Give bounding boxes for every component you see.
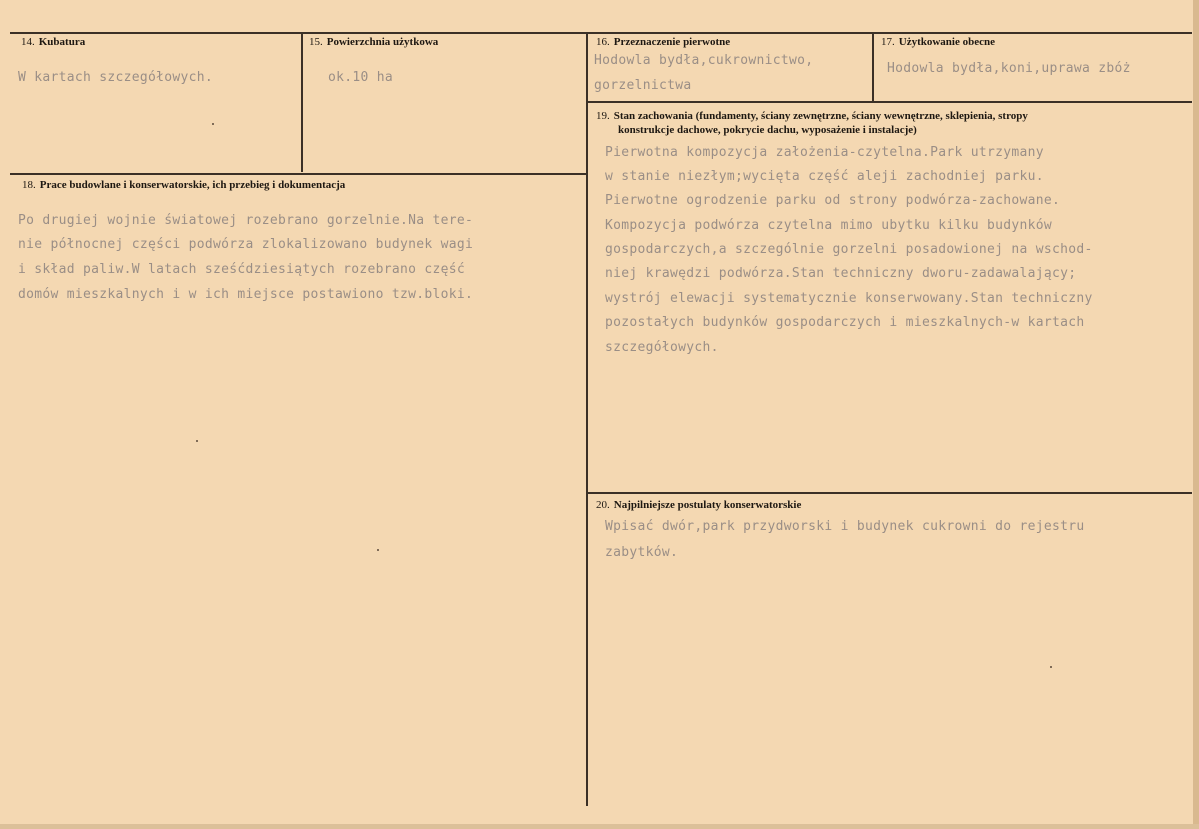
field-16-number: 16. (596, 36, 610, 48)
field-20-label (596, 499, 801, 512)
field-17-number: 17. (881, 36, 895, 48)
top-rule (10, 32, 1192, 34)
divider-14-15 (301, 32, 303, 172)
field-19-number: 19. (596, 110, 610, 122)
field-17-label (881, 36, 995, 49)
paper-speck (196, 440, 198, 442)
field-20-value-line-1: Wpisać dwór,park przydworski i budynek cukrowni do rejestru (605, 519, 1085, 534)
paper-speck (1050, 666, 1052, 668)
field-18-value-line-4: domów mieszkalnych i w ich miejsce postawiono tzw.bloki. (18, 287, 474, 302)
field-20-value-line-2: zabytków. (605, 545, 679, 560)
rule-under-16-17 (586, 101, 1192, 103)
field-14-title: Kubatura (38, 36, 86, 48)
divider-left-right (586, 32, 588, 806)
field-16-label (596, 36, 730, 49)
field-18-label (22, 179, 345, 192)
field-18-value-line-2: nie północnej części podwórza zlokalizowano budynek wagi (18, 237, 474, 252)
field-15-number: 15. (309, 36, 323, 48)
field-14-label (21, 36, 85, 49)
field-18-value-line-1: Po drugiej wojnie światowej rozebrano gorzelnie.Na tere- (18, 213, 474, 228)
paper-speck (377, 549, 379, 551)
field-19-value-line-2: w stanie niezłym;wycięta część aleji zachodniej parku. (605, 169, 1044, 184)
paper-speck (212, 123, 214, 125)
field-18-title: Prace budowlane i konserwatorskie, ich przebieg i dokumentacja (39, 179, 346, 191)
rule-under-19 (586, 492, 1192, 494)
rule-under-14-15 (10, 173, 586, 175)
card-bottom-edge (0, 824, 1199, 829)
field-19-value-line-5: gospodarczych,a szczególnie gorzelni posadowionej na wschod- (605, 242, 1093, 257)
field-19-value-line-8: pozostałych budynków gospodarczych i mieszkalnych-w kartach (605, 315, 1085, 330)
field-20-title: Najpilniejsze postulaty konserwatorskie (613, 499, 802, 511)
field-19-value-line-1: Pierwotna kompozycja założenia-czytelna.Park utrzymany (605, 145, 1044, 160)
divider-16-17 (872, 32, 874, 102)
field-17-title: Użytkowanie obecne (898, 36, 995, 48)
field-14-value: W kartach szczegółowych. (18, 70, 214, 85)
field-16-title: Przeznaczenie pierwotne (613, 36, 731, 48)
field-14-number: 14. (21, 36, 35, 48)
field-19-title-line-1: Stan zachowania (fundamenty, ściany zewnętrzne, ściany wewnętrzne, sklepienia, stropy (613, 110, 1028, 122)
field-15-value: ok.10 ha (328, 70, 394, 85)
field-20-number: 20. (596, 499, 610, 511)
field-19-value-line-7: wystrój elewacji systematycznie konserwowany.Stan techniczny (605, 291, 1093, 306)
field-19-value-line-9: szczegółowych. (605, 340, 719, 355)
field-18-value-line-3: i skład paliw.W latach sześćdziesiątych rozebrano część (18, 262, 465, 277)
field-19-title-line-2: konstrukcje dachowe, pokrycie dachu, wyposażenie i instalacje) (618, 124, 917, 136)
field-19-value-line-3: Pierwotne ogrodzenie parku od strony podwórza-zachowane. (605, 193, 1061, 208)
field-19-value-line-6: niej krawędzi podwórza.Stan techniczny dworu-zadawalający; (605, 266, 1077, 281)
field-18-number: 18. (22, 179, 36, 191)
field-16-value-line-2: gorzelnictwa (594, 78, 692, 93)
field-15-label (309, 36, 438, 49)
field-16-value-line-1: Hodowla bydła,cukrownictwo, (594, 53, 814, 68)
card-right-edge (1193, 0, 1199, 829)
field-19-value-line-4: Kompozycja podwórza czytelna mimo ubytku kilku budynków (605, 218, 1052, 233)
field-17-value: Hodowla bydła,koni,uprawa zbóż (887, 61, 1131, 76)
field-19-label (596, 110, 1028, 123)
field-15-title: Powierzchnia użytkowa (326, 36, 439, 48)
